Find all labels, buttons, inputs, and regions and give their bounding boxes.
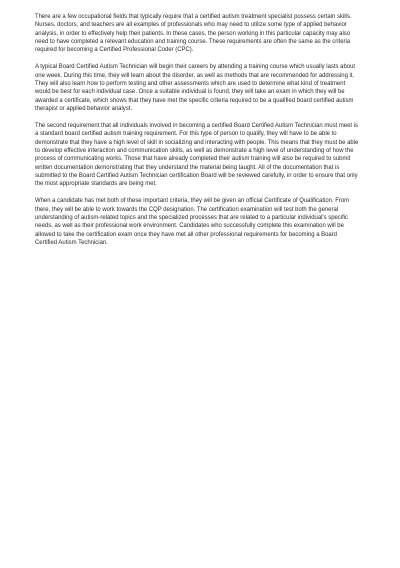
- paragraph-1: There are a few occupational fields that typically require that a certified autism treatment specialist possess certain skills. Nurses, doctors, and teachers are all examples of professionals who may need to utilize some type of applied behavior analysis, in order to effectively help their patients. In these cases, the person working in this particular capacity may also need to have completed a relevant education and training course. These requirements are often the same as the criteria required for becoming a Certified Professional Coder (CPC).: [35, 14, 352, 54]
- paragraph-2: A typical Board Certified Autism Technician will begin their careers by attending a training course which usually lasts about one week. During this time, they will learn about the disorder, as well as methods that are recommended for addressing it. They will also learn how to perform testing and other assessments which are used to determine what kind of treatment would be best for each individual case. Once a suitable individual is found, they will take an exam in which they will be awarded a certificate, which shows that they have met the specific criteria required to be a qualified board certified autism therapist or applied behavior analyst.: [35, 64, 356, 113]
- paragraph-3: The second requirement that all individuals involved in becoming a certified Board Certified Autism Technician must meet is a standard board certified autism training requirement. For this type of person to qualify, they will have to be able to demonstrate that they have a high level of skill in socializing and interacting with people. This means that they must be able to develop effective interaction and communication skills, as well as demonstrate a high level of understanding of how the process of communicating works. Those that have already completed their autism training will also be required to submit written documentation demonstrating that they understand the material being taught. All of the documentation that is submitted to the Board Certified Autism Technician certification Board will be reviewed carefully, in order to ensure that only the most appropriate standards are being met.: [35, 122, 359, 188]
- paragraph-4: When a candidate has met both of these important criteria, they will be given an official Certificate of Qualification. From there, they will be able to work towards the CQP designation. The certification examination will test both the general understanding of autism-related topics and the specialized processes that are related to a particular individual's specific needs, as well as their professional work environment. Candidates who successfully complete this examination will be allowed to take the certification exam once they have met all other professional requirements for becoming a Board Certified Autism Technician.: [35, 198, 350, 247]
